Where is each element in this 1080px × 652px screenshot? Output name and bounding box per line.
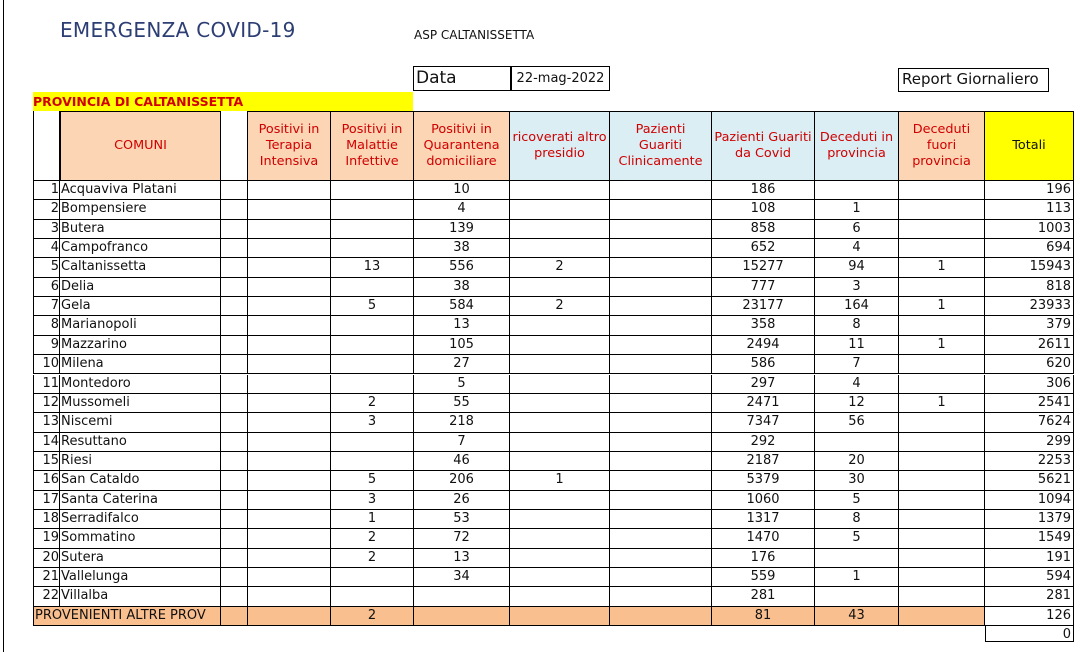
gap-cell bbox=[221, 394, 248, 413]
cell-ti bbox=[248, 394, 331, 413]
comune-name: Sommatino bbox=[60, 529, 221, 548]
cell-mi bbox=[331, 587, 414, 606]
cell-ti bbox=[248, 239, 331, 258]
cell-ti bbox=[248, 316, 331, 335]
cell-rap bbox=[510, 394, 610, 413]
cell-qd: 7 bbox=[414, 433, 510, 452]
cell-rap bbox=[510, 181, 610, 200]
cell-tot: 379 bbox=[985, 316, 1074, 335]
cell-rap bbox=[510, 336, 610, 355]
cell-qd: 206 bbox=[414, 471, 510, 490]
cell-pgd: 7347 bbox=[712, 413, 815, 432]
cell-dp bbox=[815, 181, 899, 200]
cell-rap bbox=[510, 375, 610, 394]
cell-pgd: 1060 bbox=[712, 491, 815, 510]
cell-mi bbox=[331, 568, 414, 587]
cell-mi bbox=[331, 336, 414, 355]
gap-cell bbox=[221, 181, 248, 200]
row-index: 10 bbox=[33, 355, 60, 374]
footer-dfp bbox=[899, 607, 985, 626]
cell-rap bbox=[510, 452, 610, 471]
cell-rap: 2 bbox=[510, 297, 610, 316]
cell-tot: 694 bbox=[985, 239, 1074, 258]
cell-pgc bbox=[610, 549, 712, 568]
cell-mi: 13 bbox=[331, 258, 414, 277]
cell-rap bbox=[510, 239, 610, 258]
header-pgc: Pazienti Guariti Clinicamente bbox=[610, 111, 712, 181]
cell-dfp bbox=[899, 316, 985, 335]
cell-ti bbox=[248, 278, 331, 297]
cell-dfp bbox=[899, 181, 985, 200]
cell-pgc bbox=[610, 220, 712, 239]
footer-ti bbox=[248, 607, 331, 626]
cell-pgd: 15277 bbox=[712, 258, 815, 277]
cell-dp: 3 bbox=[815, 278, 899, 297]
gap-cell bbox=[221, 200, 248, 219]
gap-cell bbox=[221, 568, 248, 587]
gap-cell bbox=[221, 529, 248, 548]
cell-pgc bbox=[610, 491, 712, 510]
cell-dp bbox=[815, 433, 899, 452]
cell-dfp bbox=[899, 510, 985, 529]
cell-qd: 4 bbox=[414, 200, 510, 219]
gap-cell bbox=[221, 491, 248, 510]
footer-tot: 126 bbox=[985, 607, 1074, 626]
covid-table bbox=[33, 111, 1074, 641]
cell-rap bbox=[510, 491, 610, 510]
cell-ti bbox=[248, 471, 331, 490]
cell-tot: 196 bbox=[985, 181, 1074, 200]
cell-rap bbox=[510, 413, 610, 432]
cell-pgc bbox=[610, 433, 712, 452]
cell-tot: 818 bbox=[985, 278, 1074, 297]
cell-tot: 1549 bbox=[985, 529, 1074, 548]
cell-mi bbox=[331, 316, 414, 335]
cell-dfp bbox=[899, 220, 985, 239]
province-banner: PROVINCIA DI CALTANISSETTA bbox=[33, 92, 413, 111]
comune-name: Campofranco bbox=[60, 239, 221, 258]
comune-name: Villalba bbox=[60, 587, 221, 606]
row-index: 11 bbox=[33, 375, 60, 394]
cell-tot: 594 bbox=[985, 568, 1074, 587]
cell-pgd: 2494 bbox=[712, 336, 815, 355]
cell-tot: 23933 bbox=[985, 297, 1074, 316]
row-index: 3 bbox=[33, 220, 60, 239]
cell-ti bbox=[248, 452, 331, 471]
cell-pgc bbox=[610, 413, 712, 432]
row-index: 7 bbox=[33, 297, 60, 316]
cell-dfp bbox=[899, 355, 985, 374]
cell-dfp bbox=[899, 375, 985, 394]
cell-qd: 105 bbox=[414, 336, 510, 355]
cell-rap bbox=[510, 568, 610, 587]
cell-dp: 5 bbox=[815, 529, 899, 548]
gap-cell bbox=[221, 452, 248, 471]
cell-pgc bbox=[610, 452, 712, 471]
gap-cell bbox=[221, 587, 248, 606]
gap-cell bbox=[221, 278, 248, 297]
cell-dfp bbox=[899, 471, 985, 490]
cell-qd: 584 bbox=[414, 297, 510, 316]
cell-dfp bbox=[899, 413, 985, 432]
cell-mi: 5 bbox=[331, 297, 414, 316]
cell-dp bbox=[815, 587, 899, 606]
row-index: 5 bbox=[33, 258, 60, 277]
cell-ti bbox=[248, 433, 331, 452]
cell-mi bbox=[331, 181, 414, 200]
cell-tot: 113 bbox=[985, 200, 1074, 219]
header-dfp: Deceduti fuori provincia bbox=[899, 111, 985, 181]
gap-cell bbox=[221, 413, 248, 432]
cell-tot: 2541 bbox=[985, 394, 1074, 413]
gap-cell bbox=[221, 471, 248, 490]
cell-dfp bbox=[899, 200, 985, 219]
cell-pgd: 186 bbox=[712, 181, 815, 200]
cell-tot: 7624 bbox=[985, 413, 1074, 432]
row-index: 8 bbox=[33, 316, 60, 335]
cell-ti bbox=[248, 200, 331, 219]
cell-mi bbox=[331, 200, 414, 219]
cell-qd: 72 bbox=[414, 529, 510, 548]
comune-name: Sutera bbox=[60, 549, 221, 568]
cell-qd: 53 bbox=[414, 510, 510, 529]
cell-mi: 3 bbox=[331, 491, 414, 510]
cell-qd: 55 bbox=[414, 394, 510, 413]
header-index-cell bbox=[33, 111, 60, 181]
row-index: 15 bbox=[33, 452, 60, 471]
comune-name: Montedoro bbox=[60, 375, 221, 394]
cell-mi bbox=[331, 433, 414, 452]
cell-pgc bbox=[610, 239, 712, 258]
cell-tot: 2253 bbox=[985, 452, 1074, 471]
cell-dp: 164 bbox=[815, 297, 899, 316]
comune-name: Riesi bbox=[60, 452, 221, 471]
cell-pgd: 559 bbox=[712, 568, 815, 587]
cell-qd: 38 bbox=[414, 278, 510, 297]
cell-pgd: 5379 bbox=[712, 471, 815, 490]
footer-qd bbox=[414, 607, 510, 626]
row-index: 14 bbox=[33, 433, 60, 452]
cell-dfp: 1 bbox=[899, 297, 985, 316]
header-gap-cell bbox=[221, 111, 248, 181]
comune-name: Delia bbox=[60, 278, 221, 297]
cell-pgd: 2471 bbox=[712, 394, 815, 413]
comune-name: Caltanissetta bbox=[60, 258, 221, 277]
gap-cell bbox=[221, 239, 248, 258]
comune-name: Mazzarino bbox=[60, 336, 221, 355]
row-index: 4 bbox=[33, 239, 60, 258]
cell-tot: 306 bbox=[985, 375, 1074, 394]
cell-dp: 1 bbox=[815, 200, 899, 219]
cell-dfp bbox=[899, 452, 985, 471]
cell-ti bbox=[248, 413, 331, 432]
cell-qd: 556 bbox=[414, 258, 510, 277]
cell-dfp: 1 bbox=[899, 336, 985, 355]
row-index: 12 bbox=[33, 394, 60, 413]
cell-ti bbox=[248, 336, 331, 355]
cell-pgd: 652 bbox=[712, 239, 815, 258]
footer-pgd: 81 bbox=[712, 607, 815, 626]
cell-tot: 620 bbox=[985, 355, 1074, 374]
cell-ti bbox=[248, 491, 331, 510]
cell-mi: 1 bbox=[331, 510, 414, 529]
cell-ti bbox=[248, 510, 331, 529]
cell-rap bbox=[510, 510, 610, 529]
header-pgd: Pazienti Guariti da Covid bbox=[712, 111, 815, 181]
cell-dp: 8 bbox=[815, 316, 899, 335]
cell-ti bbox=[248, 587, 331, 606]
gap-cell bbox=[221, 336, 248, 355]
cell-ti bbox=[248, 181, 331, 200]
cell-dp: 7 bbox=[815, 355, 899, 374]
cell-dp: 8 bbox=[815, 510, 899, 529]
cell-tot: 281 bbox=[985, 587, 1074, 606]
cell-tot: 1379 bbox=[985, 510, 1074, 529]
cell-pgd: 358 bbox=[712, 316, 815, 335]
cell-dp bbox=[815, 549, 899, 568]
cell-mi bbox=[331, 220, 414, 239]
header-comuni: COMUNI bbox=[60, 111, 221, 181]
gap-cell bbox=[221, 355, 248, 374]
cell-dp: 4 bbox=[815, 239, 899, 258]
cell-pgd: 2187 bbox=[712, 452, 815, 471]
cell-tot: 191 bbox=[985, 549, 1074, 568]
cell-qd: 27 bbox=[414, 355, 510, 374]
cell-mi: 5 bbox=[331, 471, 414, 490]
cell-tot: 2611 bbox=[985, 336, 1074, 355]
header-mi: Positivi in Malattie Infettive bbox=[331, 111, 414, 181]
cell-ti bbox=[248, 220, 331, 239]
header-ti: Positivi in Terapia Intensiva bbox=[248, 111, 331, 181]
cell-dfp: 1 bbox=[899, 394, 985, 413]
cell-tot: 5621 bbox=[985, 471, 1074, 490]
cell-tot: 15943 bbox=[985, 258, 1074, 277]
gap-cell bbox=[221, 316, 248, 335]
cell-mi: 3 bbox=[331, 413, 414, 432]
cell-rap bbox=[510, 200, 610, 219]
cell-pgc bbox=[610, 316, 712, 335]
cell-pgc bbox=[610, 510, 712, 529]
cell-pgc bbox=[610, 529, 712, 548]
cell-tot: 1094 bbox=[985, 491, 1074, 510]
cell-ti bbox=[248, 375, 331, 394]
cell-dfp bbox=[899, 278, 985, 297]
gap-cell bbox=[221, 549, 248, 568]
date-value-cell: 22-mag-2022 bbox=[511, 66, 610, 91]
cell-pgd: 281 bbox=[712, 587, 815, 606]
cell-pgc bbox=[610, 297, 712, 316]
cell-ti bbox=[248, 568, 331, 587]
footer-rap bbox=[510, 607, 610, 626]
cell-dfp bbox=[899, 587, 985, 606]
comune-name: Bompensiere bbox=[60, 200, 221, 219]
cell-rap: 2 bbox=[510, 258, 610, 277]
cell-qd: 218 bbox=[414, 413, 510, 432]
cell-tot: 299 bbox=[985, 433, 1074, 452]
comune-name: Vallelunga bbox=[60, 568, 221, 587]
cell-pgd: 297 bbox=[712, 375, 815, 394]
row-index: 19 bbox=[33, 529, 60, 548]
row-index: 17 bbox=[33, 491, 60, 510]
cell-rap bbox=[510, 549, 610, 568]
comune-name: Serradifalco bbox=[60, 510, 221, 529]
cell-mi bbox=[331, 452, 414, 471]
cell-dp: 12 bbox=[815, 394, 899, 413]
cell-qd: 34 bbox=[414, 568, 510, 587]
row-index: 18 bbox=[33, 510, 60, 529]
cell-dp: 1 bbox=[815, 568, 899, 587]
cell-ti bbox=[248, 549, 331, 568]
extra-total-cell: 0 bbox=[985, 626, 1074, 642]
cell-pgd: 1317 bbox=[712, 510, 815, 529]
cell-pgc bbox=[610, 375, 712, 394]
row-index: 13 bbox=[33, 413, 60, 432]
cell-dp: 11 bbox=[815, 336, 899, 355]
gap-cell bbox=[221, 433, 248, 452]
cell-rap bbox=[510, 278, 610, 297]
cell-mi bbox=[331, 375, 414, 394]
cell-tot: 1003 bbox=[985, 220, 1074, 239]
gap-cell bbox=[221, 220, 248, 239]
cell-pgd: 292 bbox=[712, 433, 815, 452]
row-index: 21 bbox=[33, 568, 60, 587]
row-index: 6 bbox=[33, 278, 60, 297]
cell-dp: 94 bbox=[815, 258, 899, 277]
comune-name: Acquaviva Platani bbox=[60, 181, 221, 200]
cell-pgd: 108 bbox=[712, 200, 815, 219]
cell-rap bbox=[510, 316, 610, 335]
cell-mi: 2 bbox=[331, 529, 414, 548]
cell-pgc bbox=[610, 568, 712, 587]
header-rap: ricoverati altro presidio bbox=[510, 111, 610, 181]
cell-pgc bbox=[610, 336, 712, 355]
cell-rap bbox=[510, 355, 610, 374]
cell-qd: 26 bbox=[414, 491, 510, 510]
cell-dfp bbox=[899, 433, 985, 452]
cell-rap bbox=[510, 529, 610, 548]
cell-mi bbox=[331, 278, 414, 297]
cell-mi: 2 bbox=[331, 394, 414, 413]
date-label-cell: Data bbox=[413, 66, 511, 91]
cell-qd: 13 bbox=[414, 549, 510, 568]
cell-pgc bbox=[610, 258, 712, 277]
gap-cell bbox=[221, 510, 248, 529]
row-index: 20 bbox=[33, 549, 60, 568]
cell-dfp: 1 bbox=[899, 258, 985, 277]
row-index: 1 bbox=[33, 181, 60, 200]
cell-ti bbox=[248, 529, 331, 548]
cell-pgd: 858 bbox=[712, 220, 815, 239]
cell-pgd: 1470 bbox=[712, 529, 815, 548]
cell-pgd: 176 bbox=[712, 549, 815, 568]
cell-pgc bbox=[610, 471, 712, 490]
comune-name: San Cataldo bbox=[60, 471, 221, 490]
cell-qd: 46 bbox=[414, 452, 510, 471]
cell-ti bbox=[248, 297, 331, 316]
frame-border bbox=[3, 0, 4, 652]
cell-pgc bbox=[610, 181, 712, 200]
footer-pgc bbox=[610, 607, 712, 626]
cell-pgc bbox=[610, 200, 712, 219]
comune-name: Niscemi bbox=[60, 413, 221, 432]
comune-name: Mussomeli bbox=[60, 394, 221, 413]
cell-rap bbox=[510, 587, 610, 606]
cell-pgc bbox=[610, 587, 712, 606]
cell-dfp bbox=[899, 549, 985, 568]
footer-dp: 43 bbox=[815, 607, 899, 626]
comune-name: Butera bbox=[60, 220, 221, 239]
cell-mi: 2 bbox=[331, 549, 414, 568]
gap-cell bbox=[221, 297, 248, 316]
row-index: 16 bbox=[33, 471, 60, 490]
footer-gap-cell bbox=[221, 607, 248, 626]
comune-name: Resuttano bbox=[60, 433, 221, 452]
comune-name: Milena bbox=[60, 355, 221, 374]
comune-name: Marianopoli bbox=[60, 316, 221, 335]
cell-qd: 139 bbox=[414, 220, 510, 239]
row-index: 2 bbox=[33, 200, 60, 219]
cell-rap: 1 bbox=[510, 471, 610, 490]
cell-mi bbox=[331, 239, 414, 258]
row-index: 22 bbox=[33, 587, 60, 606]
report-title-cell: Report Giornaliero bbox=[898, 68, 1049, 92]
row-index: 9 bbox=[33, 336, 60, 355]
cell-dfp bbox=[899, 491, 985, 510]
header-dp: Deceduti in provincia bbox=[815, 111, 899, 181]
header-qd: Positivi in Quarantena domiciliare bbox=[414, 111, 510, 181]
cell-dfp bbox=[899, 529, 985, 548]
cell-qd: 38 bbox=[414, 239, 510, 258]
page-title: EMERGENZA COVID-19 bbox=[60, 18, 296, 42]
cell-dfp bbox=[899, 239, 985, 258]
cell-pgc bbox=[610, 278, 712, 297]
cell-dp: 30 bbox=[815, 471, 899, 490]
footer-mi: 2 bbox=[331, 607, 414, 626]
cell-qd: 13 bbox=[414, 316, 510, 335]
cell-dp: 56 bbox=[815, 413, 899, 432]
cell-rap bbox=[510, 433, 610, 452]
comune-name: Gela bbox=[60, 297, 221, 316]
comune-name: Santa Caterina bbox=[60, 491, 221, 510]
cell-rap bbox=[510, 220, 610, 239]
cell-pgd: 586 bbox=[712, 355, 815, 374]
footer-label: PROVENIENTI ALTRE PROV bbox=[33, 607, 221, 626]
cell-dp: 4 bbox=[815, 375, 899, 394]
header-tot: Totali bbox=[985, 111, 1074, 181]
cell-ti bbox=[248, 355, 331, 374]
organization-label: ASP CALTANISSETTA bbox=[414, 28, 535, 42]
cell-dp: 5 bbox=[815, 491, 899, 510]
cell-qd: 10 bbox=[414, 181, 510, 200]
cell-qd: 5 bbox=[414, 375, 510, 394]
cell-dp: 20 bbox=[815, 452, 899, 471]
cell-dfp bbox=[899, 568, 985, 587]
cell-pgd: 777 bbox=[712, 278, 815, 297]
cell-mi bbox=[331, 355, 414, 374]
cell-qd bbox=[414, 587, 510, 606]
cell-pgc bbox=[610, 394, 712, 413]
cell-pgd: 23177 bbox=[712, 297, 815, 316]
gap-cell bbox=[221, 258, 248, 277]
gap-cell bbox=[221, 375, 248, 394]
cell-dp: 6 bbox=[815, 220, 899, 239]
cell-pgc bbox=[610, 355, 712, 374]
cell-ti bbox=[248, 258, 331, 277]
